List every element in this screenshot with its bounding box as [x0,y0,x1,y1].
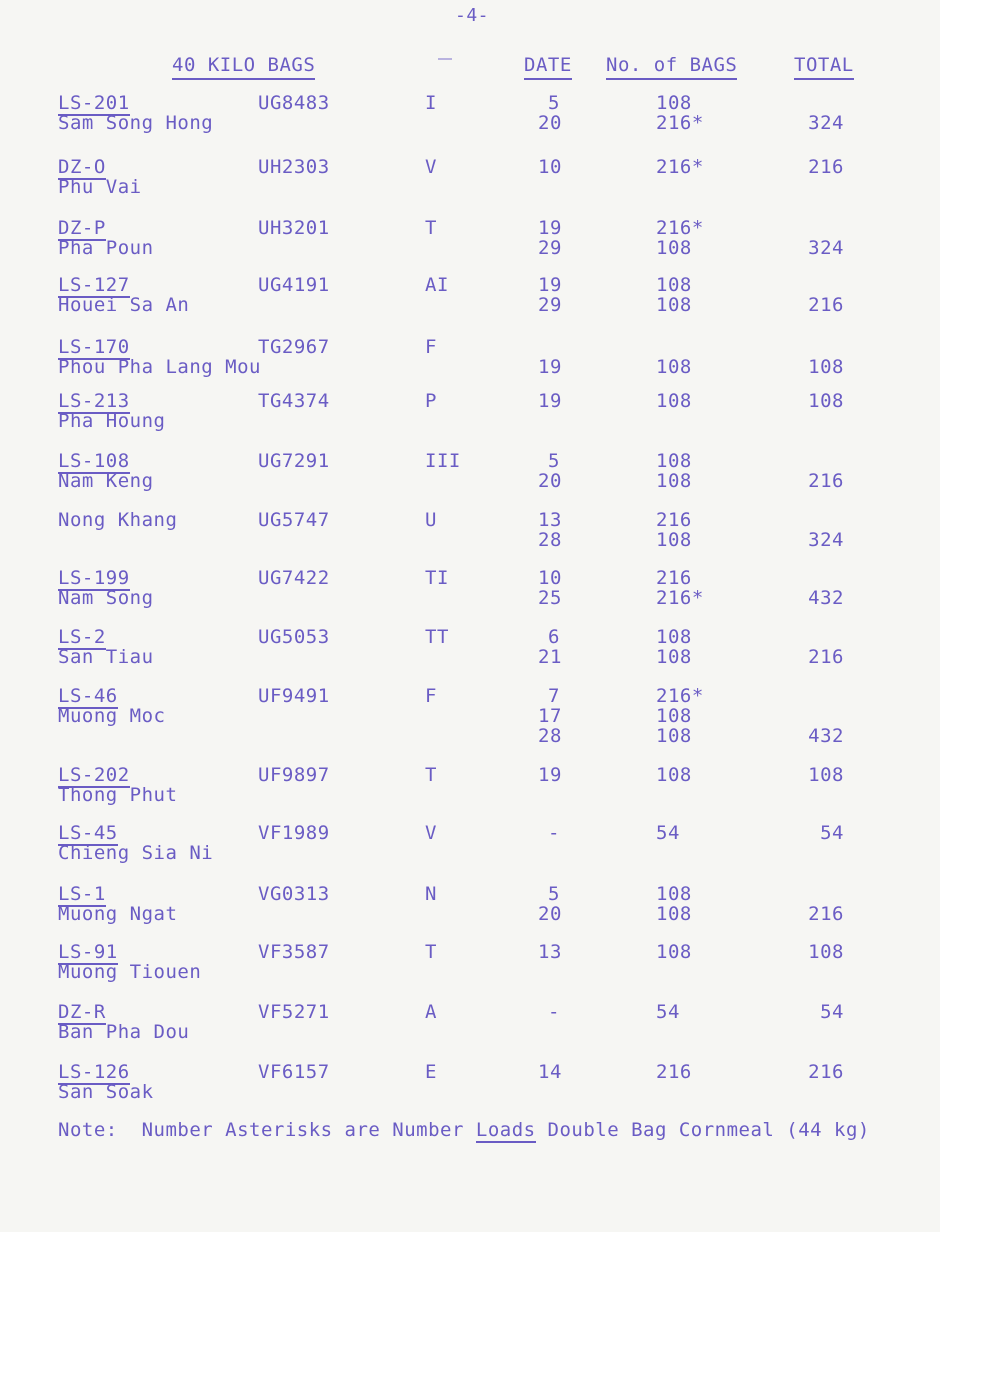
grid-reference: UG4191 [258,274,330,296]
grid-reference: UF9491 [258,685,330,707]
row-total: 324 [808,112,844,134]
grid-reference: UH3201 [258,217,330,239]
drop-date: 19 [538,217,562,239]
drop-date: 6 [548,626,560,648]
bag-count: 108 [656,274,692,296]
drop-date: 13 [538,509,562,531]
row-total: 216 [808,470,844,492]
location-code [58,391,130,411]
location-name: Chieng Sia Ni [58,842,214,864]
bag-count: 108 [656,626,692,648]
drop-date: 28 [538,529,562,551]
grid-reference: UG7291 [258,450,330,472]
bag-count: 108 [656,941,692,963]
grid-reference: UG8483 [258,92,330,114]
location-code-text: DZ-P [58,217,106,239]
row-total: 108 [808,390,844,412]
location-name: San Soak [58,1081,154,1103]
row-total: 108 [808,764,844,786]
bag-count: 108 [656,470,692,492]
grid-reference: VF5271 [258,1001,330,1023]
note-suffix: Double Bag Cornmeal (44 kg) [535,1119,870,1141]
location-code [58,157,106,177]
location-code-text: LS-126 [58,1061,130,1083]
drop-date: 5 [548,883,560,905]
drop-date: 10 [538,567,562,589]
location-name: Houei Sa An [58,294,190,316]
footnote [58,1120,870,1140]
header-total: TOTAL [794,55,854,80]
location-code [58,275,130,295]
location-code-text: LS-201 [58,92,130,114]
page-number: -4- [455,5,490,26]
grid-reference: TG2967 [258,336,330,358]
drop-date: 5 [548,92,560,114]
location-code [58,1002,106,1022]
location-name: Muong Moc [58,705,166,727]
grid-reference: UH2303 [258,156,330,178]
drop-date: 10 [538,156,562,178]
grid-reference: VG0313 [258,883,330,905]
sector-code: N [425,883,437,905]
bag-count: 108 [656,883,692,905]
row-total: 108 [808,356,844,378]
location-code [58,451,130,471]
location-name: Sam Song Hong [58,112,214,134]
drop-date: 14 [538,1061,562,1083]
location-name: Phu Vai [58,176,142,198]
bag-count: 108 [656,237,692,259]
location-code [58,884,106,904]
sector-code: I [425,92,437,114]
bag-count: 216 [656,509,692,531]
note-prefix: Note: Number Asterisks are Number [58,1119,476,1141]
location-code-text: LS-45 [58,822,118,844]
drop-date: - [548,822,560,844]
location-code [58,942,118,962]
location-name: Phou Pha Lang Mou [58,356,261,378]
location-code [58,765,130,785]
header-title: 40 KILO BAGS [172,55,315,80]
drop-date: 29 [538,237,562,259]
drop-date: 21 [538,646,562,668]
row-total: 216 [808,646,844,668]
row-total: 108 [808,941,844,963]
sector-code: V [425,822,437,844]
bag-count: 216* [656,112,704,134]
grid-reference: UF9897 [258,764,330,786]
grid-reference: VF3587 [258,941,330,963]
bag-count: 108 [656,725,692,747]
bag-count: 108 [656,903,692,925]
sector-code: AI [425,274,449,296]
grid-reference: UG5747 [258,509,330,531]
grid-reference: VF1989 [258,822,330,844]
location-code [58,627,106,647]
location-name: Ban Pha Dou [58,1021,190,1043]
drop-date: 19 [538,356,562,378]
location-name: Nam Keng [58,470,154,492]
sector-code: T [425,941,437,963]
grid-reference: VF6157 [258,1061,330,1083]
sector-code: F [425,685,437,707]
sector-code: P [425,390,437,412]
bag-count: 216 [656,1061,692,1083]
bag-count: 216* [656,685,704,707]
note-underlined: Loads [475,1119,536,1141]
grid-reference: UG5053 [258,626,330,648]
bag-count: 108 [656,92,692,114]
sector-code: U [425,509,437,531]
sector-code: T [425,764,437,786]
location-name: Thong Phut [58,784,178,806]
location-code [58,823,118,843]
location-code-text: DZ-O [58,156,106,178]
location-code-text: LS-213 [58,390,130,412]
location-name: Pha Houng [58,410,166,432]
location-code-text: LS-202 [58,764,130,786]
row-total: 216 [808,1061,844,1083]
location-code [58,568,130,588]
location-name: Muong Ngat [58,903,178,925]
row-total: 216 [808,294,844,316]
drop-date: 20 [538,470,562,492]
sector-code: F [425,336,437,358]
header-bags: No. of BAGS [606,55,737,80]
row-total: 324 [808,529,844,551]
drop-date: 19 [538,764,562,786]
bag-count: 108 [656,646,692,668]
location-code-text: LS-2 [58,626,106,648]
row-total: 216 [808,156,844,178]
location-code [58,1062,130,1082]
bag-count: 108 [656,390,692,412]
sector-code: TT [425,626,449,648]
bag-count: 108 [656,356,692,378]
sector-code: T [425,217,437,239]
bag-count: 54 [656,822,680,844]
sector-code: V [425,156,437,178]
bag-count: 216 [656,567,692,589]
location-code-text: LS-1 [58,883,106,905]
grid-reference: UG7422 [258,567,330,589]
drop-date: 20 [538,112,562,134]
row-total: 216 [808,903,844,925]
location-code-text: LS-127 [58,274,130,296]
location-name: Pha Poun [58,237,154,259]
location-name: Nam Song [58,587,154,609]
row-total: 324 [808,237,844,259]
location-code [58,686,118,706]
location-code-text: DZ-R [58,1001,106,1023]
bag-count: 216* [656,587,704,609]
bag-count: 108 [656,294,692,316]
location-code-text: LS-170 [58,336,130,358]
header-dash [438,58,452,60]
row-total: 54 [820,822,844,844]
header-date: DATE [524,55,572,80]
location-code-text: LS-199 [58,567,130,589]
bag-count: 216* [656,156,704,178]
bag-count: 108 [656,705,692,727]
drop-date: 28 [538,725,562,747]
row-total: 432 [808,587,844,609]
drop-date: 13 [538,941,562,963]
drop-date: 29 [538,294,562,316]
row-total: 432 [808,725,844,747]
bag-count: 108 [656,764,692,786]
location-name: Muong Tiouen [58,961,202,983]
drop-date: - [548,1001,560,1023]
location-code [58,218,106,238]
drop-date: 17 [538,705,562,727]
bag-count: 54 [656,1001,680,1023]
bag-count: 216* [656,217,704,239]
sector-code: E [425,1061,437,1083]
bag-count: 108 [656,529,692,551]
drop-date: 20 [538,903,562,925]
location-code-text: LS-108 [58,450,130,472]
location-code-text: LS-46 [58,685,118,707]
drop-date: 25 [538,587,562,609]
drop-date: 5 [548,450,560,472]
drop-date: 19 [538,274,562,296]
location-code-text: LS-91 [58,941,118,963]
grid-reference: TG4374 [258,390,330,412]
sector-code: TI [425,567,449,589]
sector-code: A [425,1001,437,1023]
location-name: San Tiau [58,646,154,668]
location-code [58,93,130,113]
location-code [58,337,130,357]
drop-date: 19 [538,390,562,412]
sector-code: III [425,450,461,472]
bag-count: 108 [656,450,692,472]
drop-date: 7 [548,685,560,707]
row-total: 54 [820,1001,844,1023]
location-name: Nong Khang [58,509,178,531]
